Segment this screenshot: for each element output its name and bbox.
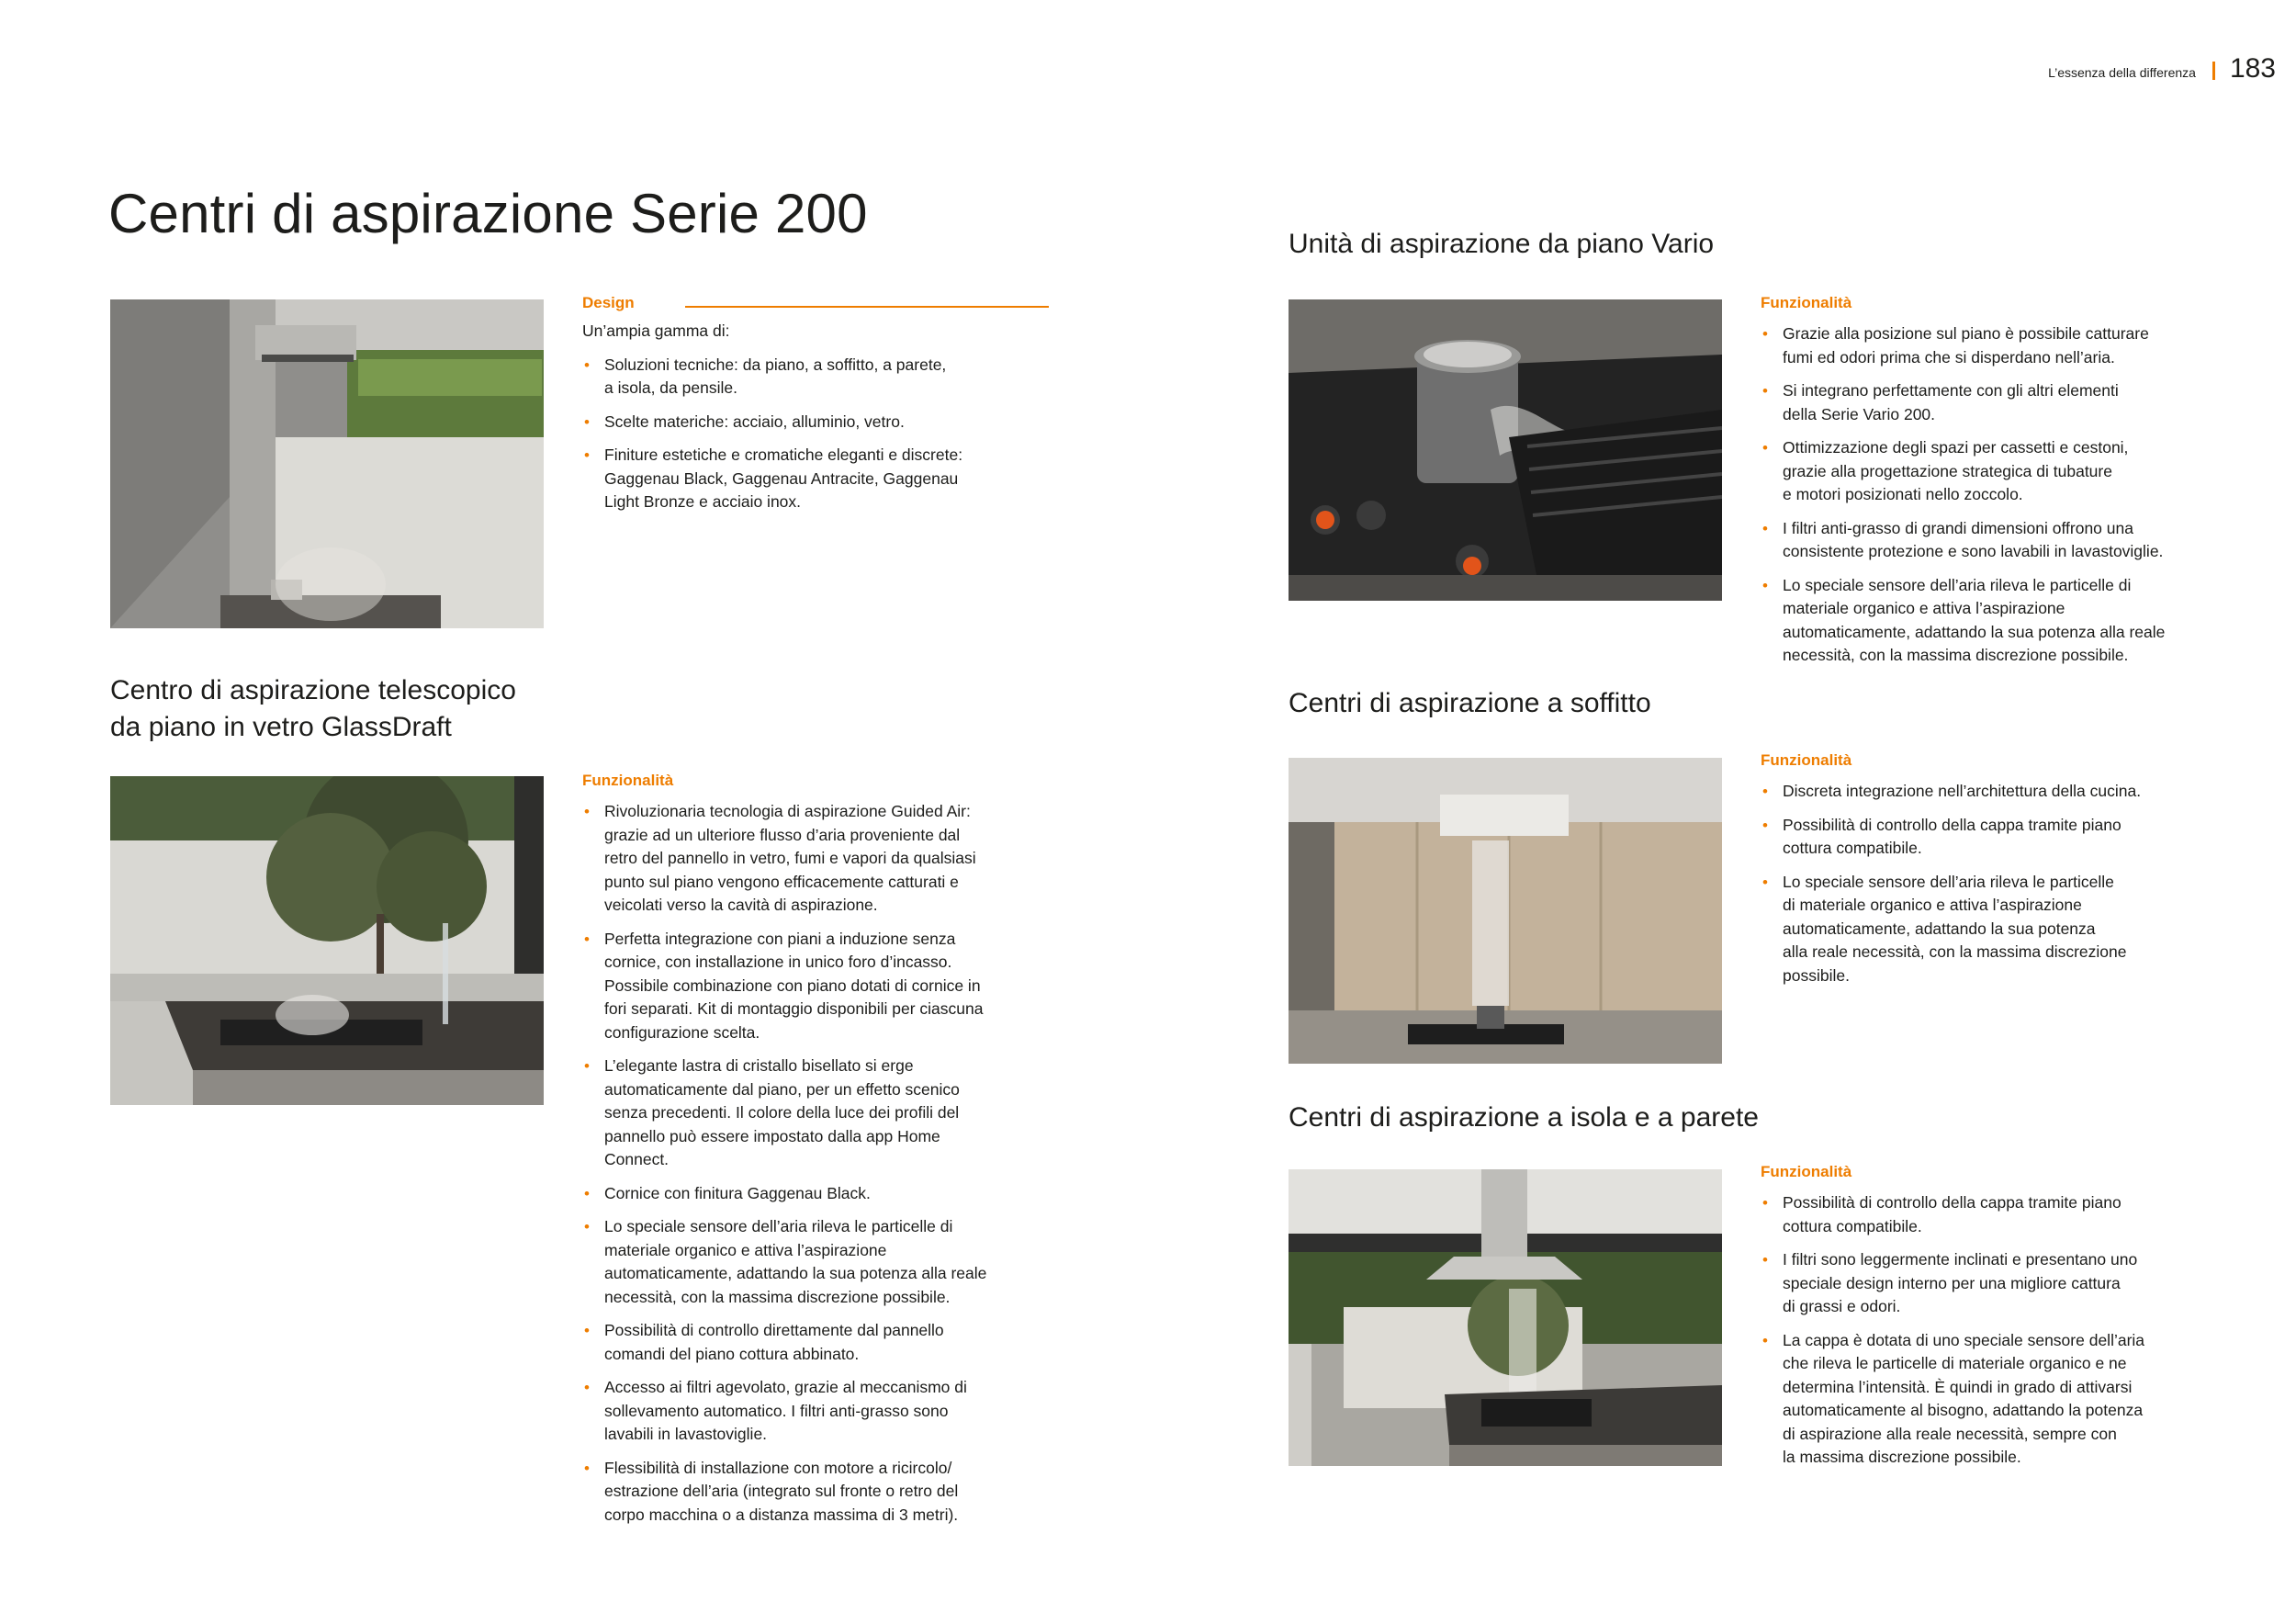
list-item: • Rivoluzionaria tecnologia di aspirazione Guided Air: grazie ad un ulteriore flusso d’aria proveniente dal retro del pannello in vetro, fumi e vapori da qualsiasi punto sul piano vengono efficacemente catturati e veicolati verso la cavità di aspirazione. (584, 802, 976, 914)
list-item: • Cornice con finitura Gaggenau Black. (584, 1183, 871, 1202)
vario-title: Unità di aspirazione da piano Vario (1289, 229, 1715, 259)
list-item: • Lo speciale sensore dell’aria rileva le particelle di materiale organico e attiva l’aspirazione automaticamente, adattando la sua potenza alla reale necessità, con la massima discrezione possibile. (1762, 575, 2166, 664)
ceiling-hood-kitchen-image (110, 299, 544, 628)
glassdraft-list (582, 800, 1060, 1527)
ceiling-hood-image (1289, 758, 1722, 1064)
design-rule (685, 306, 1049, 308)
list-item: • Lo speciale sensore dell’aria rileva le particelle di materiale organico e attiva l’aspirazione automaticamente, adattando la sua potenza alla reale necessità, con la massima discrezione possibile. (1762, 872, 2127, 985)
page-title: Centri di aspirazione Serie 200 (108, 183, 868, 244)
header-separator (2212, 62, 2215, 80)
vario-downdraft-image (1289, 299, 1722, 601)
running-header-title: L’essenza della differenza (2048, 65, 2196, 80)
list-item: • I filtri sono leggermente inclinati e presentano uno speciale design interno per una migliore cattura di grassi e odori. (1762, 1250, 2138, 1315)
design-section (582, 294, 1060, 514)
isola-list (1761, 1191, 2257, 1470)
vario-label: Funzionalità (1761, 294, 1852, 311)
list-item: • Flessibilità di installazione con motore a ricircolo/ estrazione dell’aria (integrato sul fronte o retro del corpo macchina o a distanza massima di 3 metri). (584, 1458, 959, 1524)
vario-section (1761, 294, 2257, 668)
isola-label: Funzionalità (1761, 1163, 1852, 1180)
list-item: • Finiture estetiche e cromatiche eleganti e discrete: Gaggenau Black, Gaggenau Antracite, Gaggenau Light Bronze e acciaio inox. (584, 445, 963, 511)
glassdraft-section (582, 772, 1060, 1527)
list-item: • Scelte materiche: acciaio, alluminio, vetro. (584, 412, 905, 431)
list-item: • I filtri anti-grasso di grandi dimensioni offrono una consistente protezione e sono lavabili in lavastoviglie. (1762, 518, 2164, 560)
list-item: • Possibilità di controllo della cappa tramite piano cottura compatibile. (1762, 1193, 2122, 1235)
list-item: • Perfetta integrazione con piani a induzione senza cornice, con installazione in unico foro d’incasso. Possibile combinazione con piano dotati di cornice in fori separati. Kit di montaggio disponibili per ciascuna configurazione scelta. (584, 929, 984, 1042)
glassdraft-label: Funzionalità (582, 772, 674, 789)
isola-title: Centri di aspirazione a isola e a parete (1289, 1102, 1759, 1133)
design-label: Design (582, 294, 635, 311)
list-item: • Possibilità di controllo direttamente dal pannello comandi del piano cottura abbinato. (584, 1321, 944, 1363)
design-intro: Un’ampia gamma di: (582, 321, 730, 340)
soffitto-list (1761, 780, 2257, 987)
island-hood-image (1289, 1169, 1722, 1466)
soffitto-label: Funzionalità (1761, 751, 1852, 769)
soffitto-section (1761, 751, 2257, 987)
isola-section (1761, 1163, 2257, 1470)
list-item: • Si integrano perfettamente con gli altri elementi della Serie Vario 200. (1762, 381, 2119, 423)
list-item: • Discreta integrazione nell’architettura della cucina. (1762, 782, 2142, 800)
design-list (582, 354, 1060, 514)
list-item: • Accesso ai filtri agevolato, grazie al meccanismo di sollevamento automatico. I filtri anti-grasso sono lavabili in lavastoviglie. (584, 1378, 967, 1443)
list-item: • L’elegante lastra di cristallo bisellato si erge automaticamente dal piano, per un effetto scenico senza precedenti. Il colore della luce dei profili del pannello può essere impostato dalla app Home Connect. (584, 1056, 960, 1168)
list-item: • Lo speciale sensore dell’aria rileva le particelle di materiale organico e attiva l’aspirazione automaticamente, adattando la sua potenza alla reale necessità, con la massima discrezione possibile. (584, 1217, 987, 1306)
soffitto-title: Centri di aspirazione a soffitto (1289, 688, 1651, 718)
list-item: • La cappa è dotata di uno speciale sensore dell’aria che rileva le particelle di materiale organico e ne determina l’intensità. È quindi in grado di attivarsi automaticamente al bisogno, adattando la potenza di aspirazione alla reale necessità, sempre con la massima discrezione possibile. (1762, 1330, 2145, 1466)
list-item: • Grazie alla posizione sul piano è possibile catturare fumi ed odori prima che si disperdano nell’aria. (1762, 324, 2149, 367)
list-item: • Ottimizzazione degli spazi per cassetti e cestoni, grazie alla progettazione strategica di tubature e motori posizionati nello zoccolo. (1762, 438, 2129, 503)
list-item: • Soluzioni tecniche: da piano, a soffitto, a parete, a isola, da pensile. (584, 355, 947, 397)
glassdraft-kitchen-image (110, 776, 544, 1105)
running-header (2048, 53, 2276, 85)
vario-list (1761, 322, 2257, 668)
glassdraft-title: Centro di aspirazione telescopico da piano in vetro GlassDraft (110, 675, 516, 742)
page-number: 183 (2229, 53, 2276, 84)
list-item: • Possibilità di controllo della cappa tramite piano cottura compatibile. (1762, 815, 2122, 857)
